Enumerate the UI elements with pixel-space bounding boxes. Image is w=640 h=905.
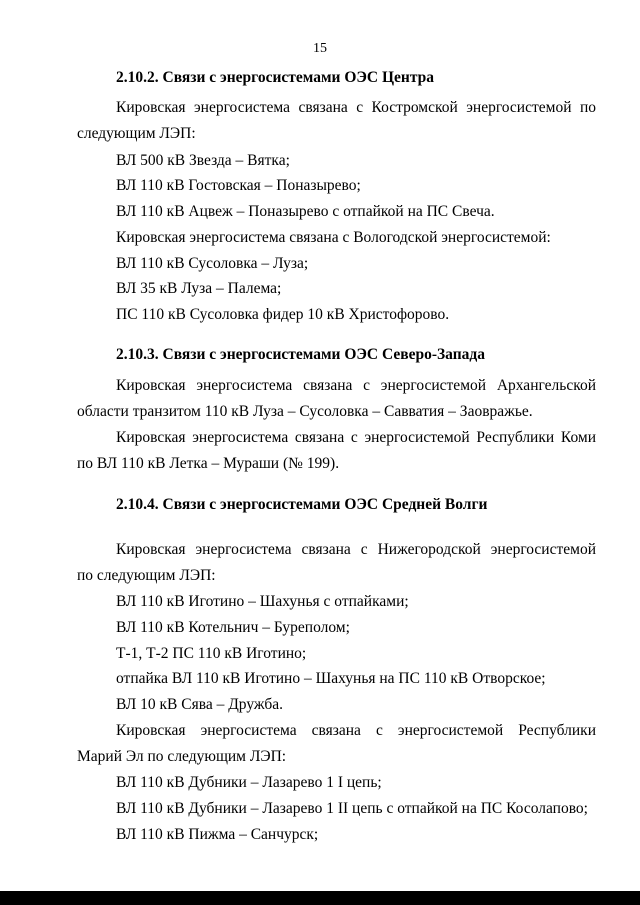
paragraph-line: по следующим ЛЭП:	[77, 567, 216, 584]
scan-border	[0, 891, 640, 905]
paragraph-line: Марий Эл по следующим ЛЭП:	[77, 748, 287, 765]
section-heading-2-10-2: 2.10.2. Связи с энергосистемами ОЭС Центра	[116, 69, 434, 86]
paragraph-line: следующим ЛЭП:	[77, 125, 196, 142]
list-item: Т-1, Т-2 ПС 110 кВ Иготино;	[116, 645, 307, 662]
list-item: ВЛ 35 кВ Луза – Палема;	[116, 280, 282, 297]
section-heading-2-10-4: 2.10.4. Связи с энергосистемами ОЭС Средней Волги	[116, 496, 488, 513]
list-item: ВЛ 110 кВ Дубники – Лазарево 1 I цепь;	[116, 774, 382, 791]
list-item: ВЛ 110 кВ Иготино – Шахунья с отпайками;	[116, 593, 409, 610]
paragraph-line: Кировская энергосистема связана с Нижегородской энергосистемой	[116, 541, 596, 558]
list-item: ВЛ 110 кВ Дубники – Лазарево 1 II цепь с отпайкой на ПС Косолапово;	[116, 800, 588, 817]
paragraph-line: Кировская энергосистема связана с Костромской энергосистемой по	[116, 99, 596, 116]
list-item: ВЛ 110 кВ Сусоловка – Луза;	[116, 255, 309, 272]
paragraph-line: области транзитом 110 кВ Луза – Сусоловка – Савватия – Заовражье.	[77, 403, 533, 420]
section-heading-2-10-3: 2.10.3. Связи с энергосистемами ОЭС Северо-Запада	[116, 346, 485, 363]
list-item: ВЛ 10 кВ Сява – Дружба.	[116, 696, 284, 713]
paragraph-line: Кировская энергосистема связана с энергосистемой Республики	[116, 722, 596, 739]
list-item: отпайка ВЛ 110 кВ Иготино – Шахунья на ПС 110 кВ Отворское;	[116, 670, 546, 687]
paragraph-line: Кировская энергосистема связана с энергосистемой Архангельской	[116, 377, 596, 394]
paragraph-line: Кировская энергосистема связана с Вологодской энергосистемой:	[116, 229, 551, 246]
list-item: ВЛ 110 кВ Ацвеж – Поназырево с отпайкой на ПС Свеча.	[116, 203, 495, 220]
list-item: ВЛ 110 кВ Пижма – Санчурск;	[116, 826, 319, 843]
list-item: ПС 110 кВ Сусоловка фидер 10 кВ Христофорово.	[116, 306, 450, 323]
paragraph-line: по ВЛ 110 кВ Летка – Мураши (№ 199).	[77, 455, 340, 472]
list-item: ВЛ 500 кВ Звезда – Вятка;	[116, 152, 290, 169]
page-number: 15	[313, 41, 327, 56]
paragraph-line: Кировская энергосистема связана с энергосистемой Республики Коми	[116, 429, 596, 446]
list-item: ВЛ 110 кВ Котельнич – Буреполом;	[116, 619, 350, 636]
list-item: ВЛ 110 кВ Гостовская – Поназырево;	[116, 177, 361, 194]
